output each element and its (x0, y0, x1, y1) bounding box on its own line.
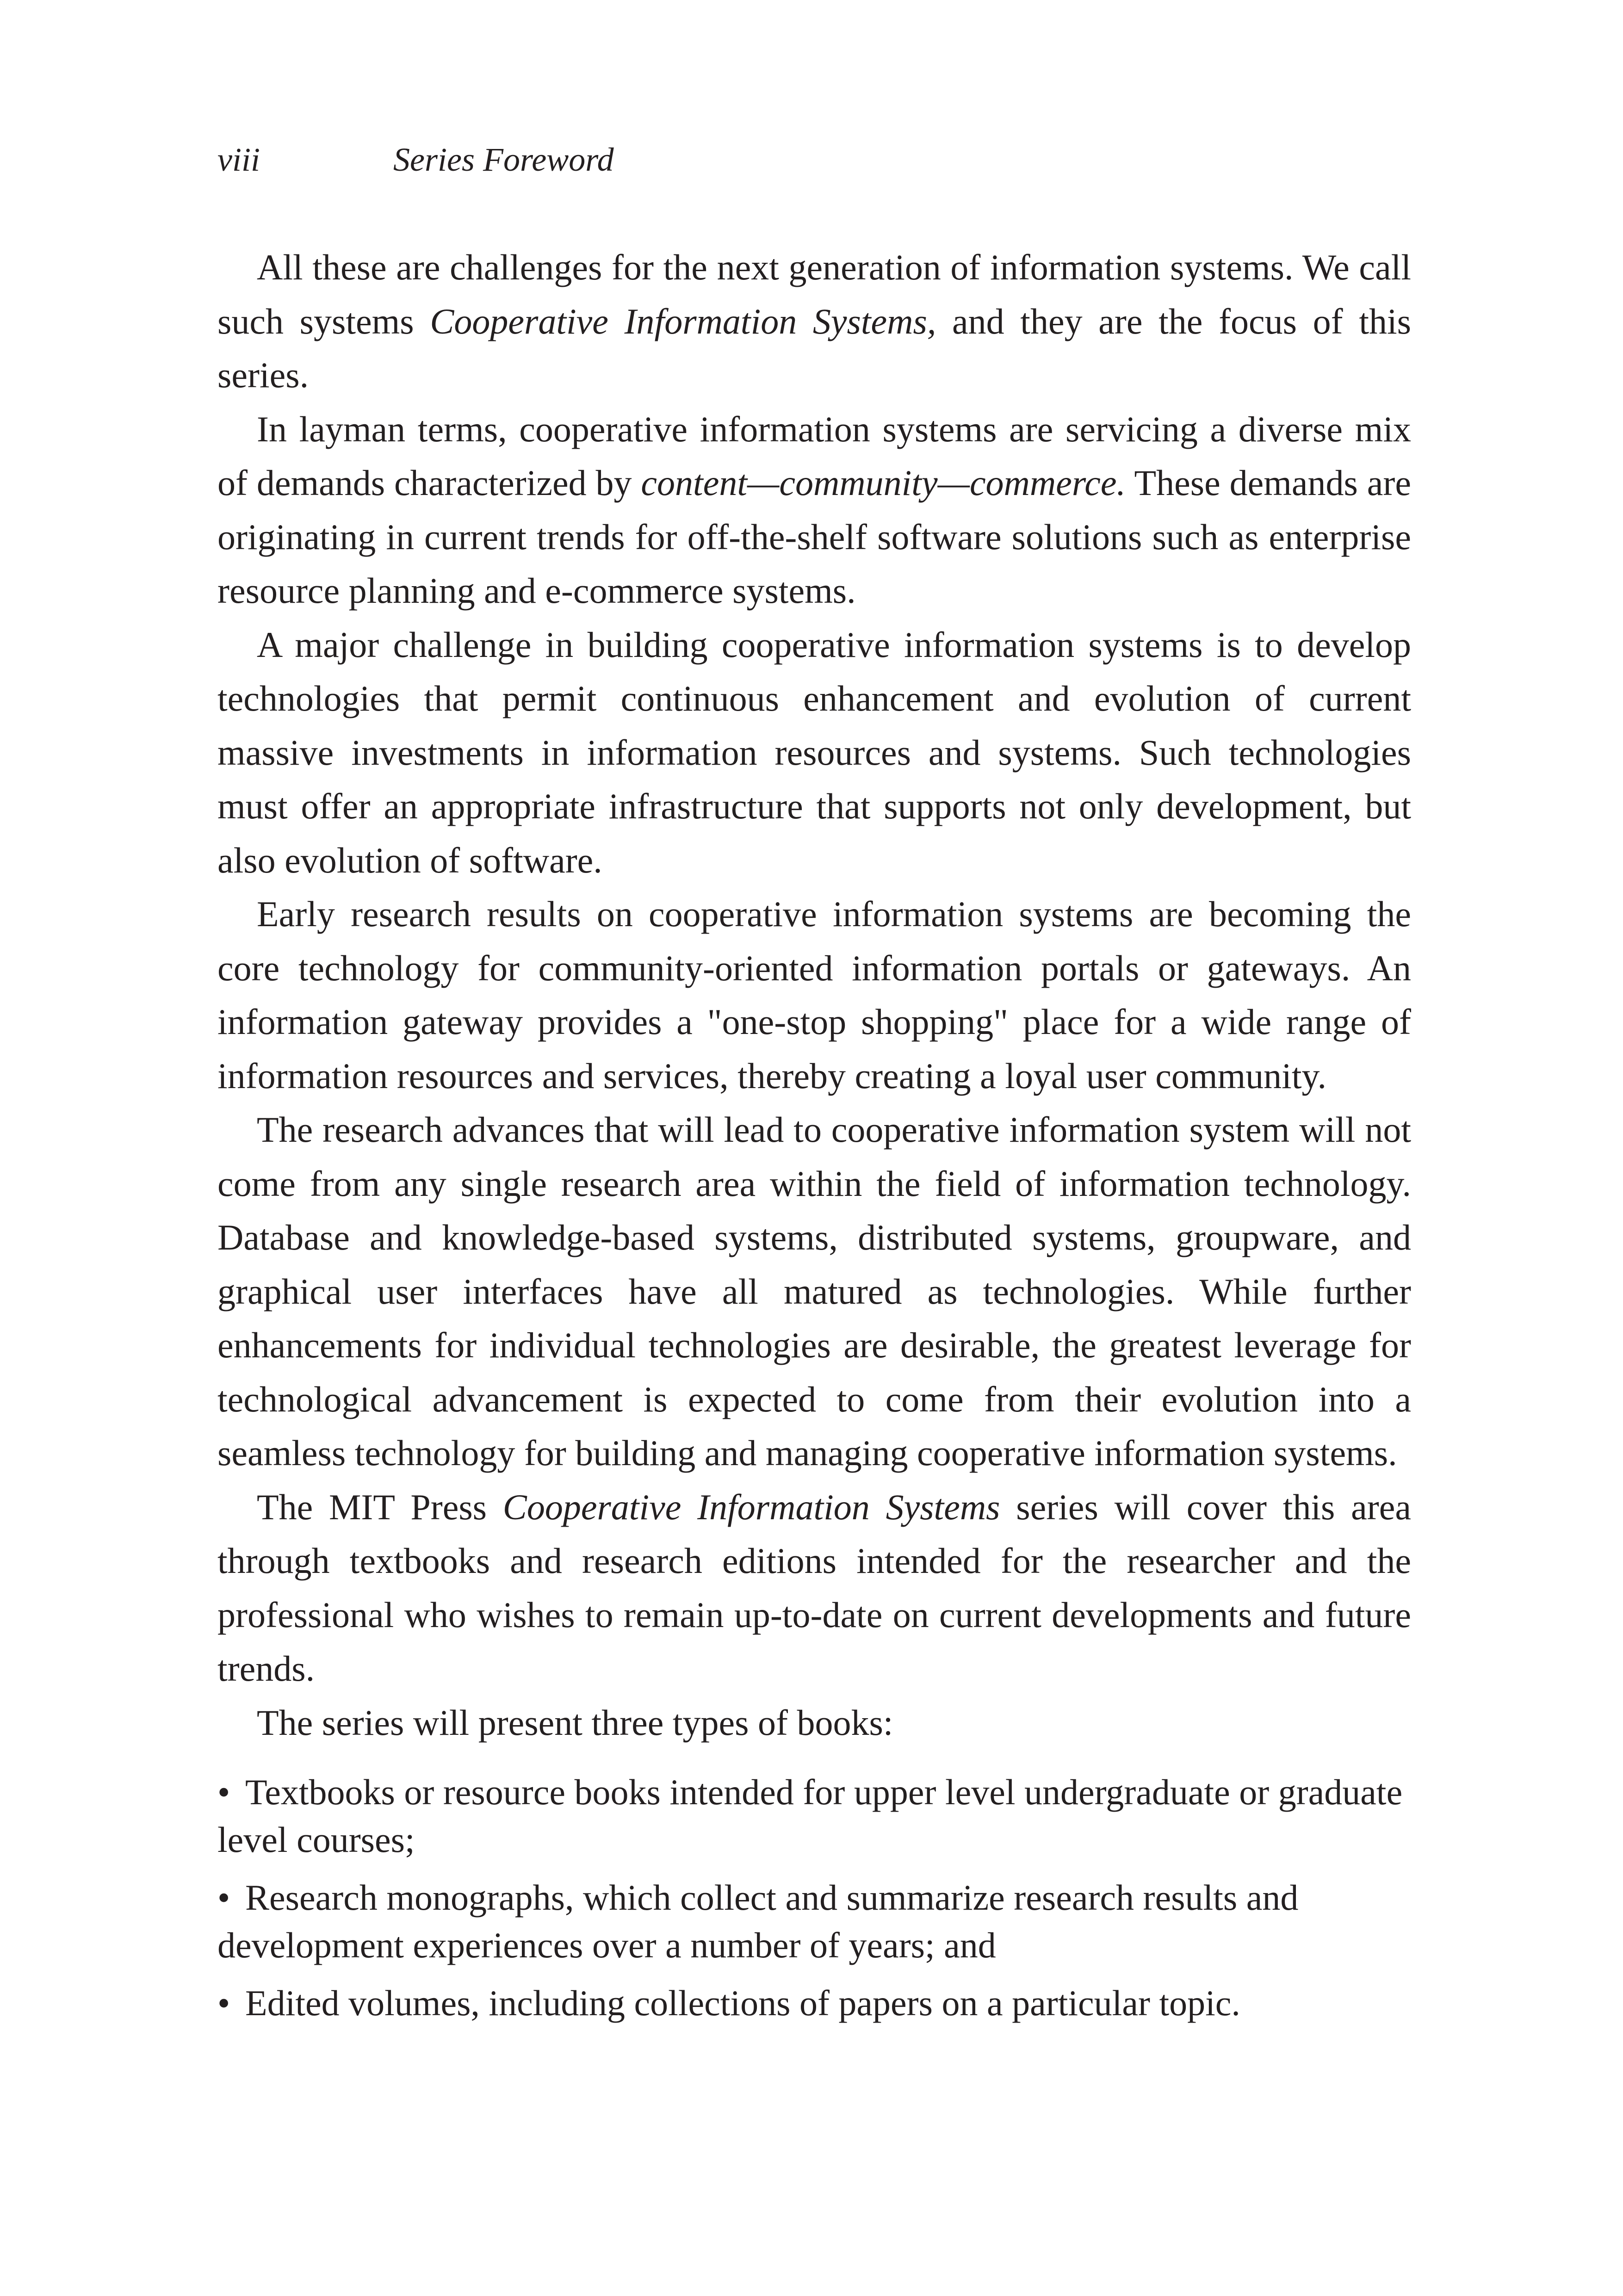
body-text (217, 241, 1411, 1750)
paragraph-3: A major challenge in building cooperative information systems is to develop technologies that permit continuous enhancement and evolution of current massive investments in information resources and systems. Such technologies must offer an appropriate infrastructure that supports not only development, but also evolution of software. (217, 624, 1411, 880)
running-head (217, 139, 1411, 180)
paragraph-4: Early research results on cooperative information systems are becoming the core technology for community-oriented information portals or gateways. An information gateway provides a "one-stop shopping" place for a wide range of information resources and services, thereby creating a loyal user community. (217, 894, 1411, 1096)
list-item-text: Textbooks or resource books intended for upper level undergraduate or graduate level courses; (217, 1772, 1403, 1860)
paragraph-1-emphasis: Cooperative Information Systems, (430, 301, 936, 341)
paragraph-2 (217, 402, 1411, 618)
paragraph-6-text-a: The MIT Press (257, 1486, 503, 1527)
book-page (217, 139, 1411, 2037)
paragraph-2-text-b: These demands are originating in current trends for off-the-shelf software solutions such as enterprise resource planning and e-commerce systems. (217, 463, 1412, 611)
paragraph-6-emphasis: Cooperative Information Systems (502, 1486, 1000, 1527)
book-types-list (217, 1768, 1411, 2027)
paragraph-1-text-a: All these are challenges for the next generation of information systems. We call such systems (217, 247, 1411, 341)
paragraph-7: The series will present three types of books: (257, 1702, 893, 1743)
paragraph-2-text-a: In layman terms, cooperative information systems are servicing a diverse mix of demands characterized by (217, 408, 1411, 503)
list-item (217, 1979, 1411, 2027)
list-item (217, 1768, 1411, 1863)
running-head-title: Series Foreword (393, 141, 614, 178)
paragraph-2-emphasis: content—community—commerce. (641, 463, 1126, 503)
page-number: viii (217, 141, 260, 178)
paragraph-1-text-b: and they are the focus of this series. (217, 301, 1412, 395)
bullet-icon: • (217, 1983, 230, 2023)
paragraph-1 (217, 241, 1411, 402)
list-item (217, 1874, 1411, 1969)
paragraph-6 (217, 1480, 1411, 1696)
bullet-icon: • (217, 1772, 230, 1812)
paragraph-6-text-b: series will cover this area through textbooks and research editions intended for the researcher and the professional who wishes to remain up-to-date on current developments and future trends. (217, 1486, 1412, 1689)
list-item-text: Research monographs, which collect and summarize research results and development experiences over a number of years; and (217, 1877, 1299, 1965)
paragraph-5: The research advances that will lead to cooperative information system will not come from any single research area within the field of information technology. Database and knowledge-based systems, distributed systems, groupware, and graphical user interfaces have all matured as technologies. While further enhancements for individual technologies are desirable, the greatest leverage for technological advancement is expected to come from their evolution into a seamless technology for building and managing cooperative information systems. (217, 1109, 1411, 1473)
list-item-text: Edited volumes, including collections of papers on a particular topic. (245, 1983, 1240, 2023)
bullet-icon: • (217, 1877, 230, 1918)
